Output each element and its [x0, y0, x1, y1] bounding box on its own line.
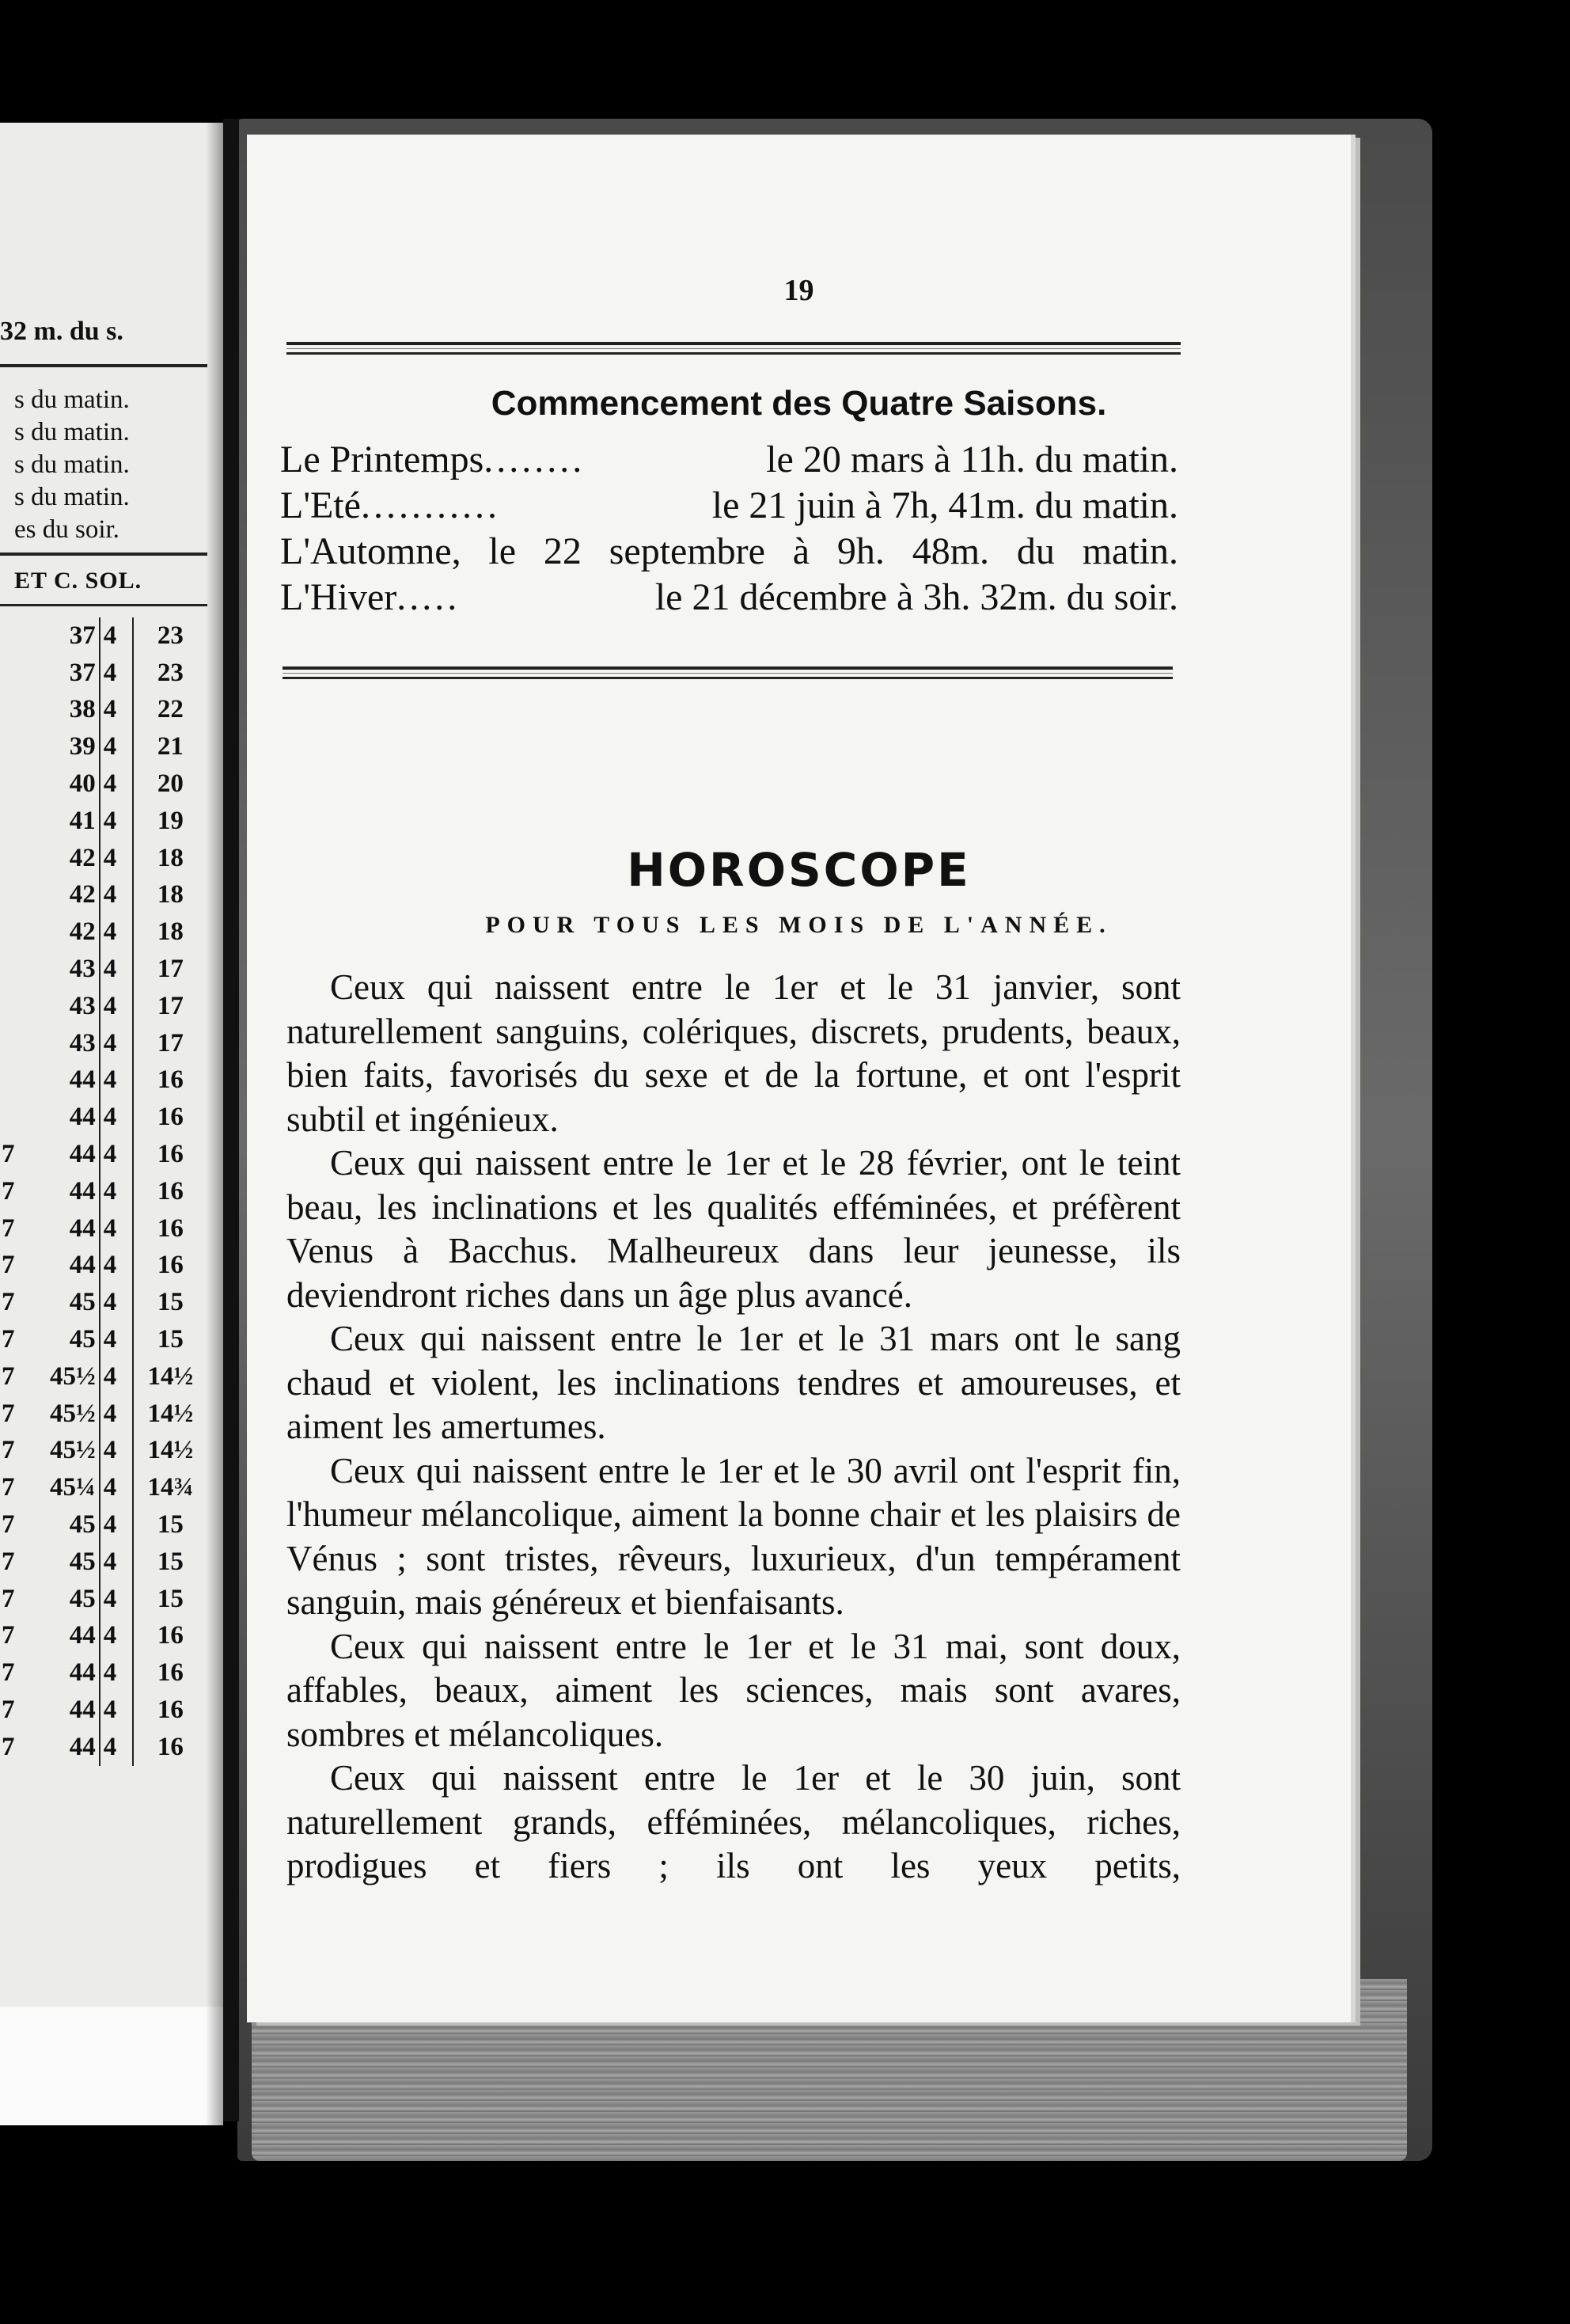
horoscope-body [286, 966, 1181, 1889]
table-row [0, 1618, 207, 1655]
table-cell: 4 [100, 1544, 133, 1581]
table-cell: 44 [32, 1062, 100, 1099]
table-cell: 45 [32, 1581, 100, 1618]
table-cell: 4 [100, 1247, 133, 1285]
table-row [0, 617, 207, 655]
table-cell: 16 [157, 1065, 184, 1095]
horoscope-subtitle: POUR TOUS LES MOIS DE L'ANNÉE. [485, 912, 1113, 938]
gutter [223, 119, 239, 2121]
table-cell [0, 877, 32, 914]
table-cell: 45 [32, 1544, 100, 1581]
table-row [0, 1581, 207, 1618]
table-row [0, 1247, 207, 1285]
table-cell: 16 [157, 1658, 184, 1688]
table-cell: 4 [100, 1136, 133, 1173]
paragraph-february: Ceux qui naissent entre le 1er et le 28 février, ont le teint beau, les inclinations et les qualités efféminées, et préfèrent Venus à Bacchus. Malheureux dans leur jeunesse, ils deviendront riches dans un âge plus avancé. [286, 1143, 1181, 1315]
table-cell: 4 [100, 1321, 133, 1358]
paragraph-april: Ceux qui naissent entre le 1er et le 30 avril ont l'esprit fin, l'humeur mélancolique, aiment la bonne chair et les plaisirs de Vénus ; sont tristes, rêveurs, luxurieux, d'un tempérament sanguin, mais généreux et bienfaisants. [286, 1450, 1181, 1622]
table-cell: 21 [157, 732, 184, 761]
table-cell: 7 [2, 1213, 15, 1243]
paragraph-january: Ceux qui naissent entre le 1er et le 31 janvier, sont naturellement sanguins, colériques, discrets, prudents, beaux, bien faits, favorisés du sexe et de la fortune, et ont l'esprit subtil et ingénieux. [286, 967, 1181, 1139]
season-line-spring: Le Printemps ........ le 20 mars à 11h. du matin. [280, 439, 1178, 480]
table-cell: 23 [157, 658, 184, 687]
table-cell: 45 [32, 1506, 100, 1544]
table-row [0, 1062, 207, 1099]
table-cell: 7 [2, 1251, 15, 1280]
sun-line: s du matin. [14, 483, 130, 511]
table-cell: 16 [157, 1251, 184, 1280]
table-cell: 37 [32, 655, 100, 692]
table-cell: 16 [157, 1176, 184, 1206]
table-cell: 44 [32, 1099, 100, 1136]
table-cell: 7 [2, 1621, 15, 1650]
table-cell: 16 [157, 1103, 184, 1132]
table-row [0, 1358, 207, 1396]
table-cell: 4 [100, 1025, 133, 1062]
table-row [0, 913, 207, 951]
table-cell: 4 [100, 988, 133, 1025]
table-cell: 23 [157, 621, 184, 650]
table-cell: 4 [100, 1506, 133, 1544]
paragraph-may: Ceux qui naissent entre le 1er et le 31 mai, sont doux, affables, beaux, aiment les sciences, mais sont avares, sombres et mélancoliques. [286, 1626, 1181, 1754]
table-cell: 43 [32, 1025, 100, 1062]
table-cell [0, 728, 32, 765]
left-rule [0, 604, 207, 606]
table-cell: 14½ [147, 1361, 194, 1391]
table-row [0, 1284, 207, 1321]
table-cell: 4 [100, 1284, 133, 1321]
table-cell: 7 [2, 1547, 15, 1576]
table-cell: 4 [100, 840, 133, 877]
table-cell [0, 655, 32, 692]
table-cell: 17 [157, 991, 184, 1020]
table-cell: 45½ [32, 1396, 100, 1433]
table-cell: 16 [157, 1732, 184, 1761]
page-number: 19 [783, 274, 814, 307]
table-cell [0, 1025, 32, 1062]
table-cell: 44 [32, 1247, 100, 1285]
table-cell: 17 [157, 955, 184, 984]
table-cell: 15 [157, 1547, 184, 1576]
sun-line: s du matin. [14, 450, 130, 479]
table-row [0, 1025, 207, 1062]
table-row [0, 765, 207, 803]
season-line-winter: L'Hiver ..... le 21 décembre à 3h. 32m. du soir. [280, 576, 1178, 618]
table-cell: 4 [100, 1173, 133, 1210]
table-cell: 42 [32, 840, 100, 877]
table-cell: 7 [2, 1325, 15, 1354]
table-cell [0, 765, 32, 803]
table-cell [0, 913, 32, 951]
table-cell: 4 [100, 1469, 133, 1506]
table-cell [0, 1099, 32, 1136]
table-cell: 45 [32, 1321, 100, 1358]
table-cell: 16 [157, 1696, 184, 1724]
table-cell: 4 [100, 1396, 133, 1433]
table-cell: 4 [100, 1729, 133, 1766]
table-row [0, 1210, 207, 1247]
table-cell: 4 [100, 803, 133, 840]
middle-double-rule [283, 666, 1173, 679]
table-cell: 17 [157, 1028, 184, 1058]
table-cell: 44 [32, 1136, 100, 1173]
table-cell: 14½ [147, 1436, 194, 1465]
table-cell: 42 [32, 877, 100, 914]
table-row [0, 988, 207, 1025]
right-page [247, 135, 1351, 2022]
seasons-list [280, 437, 1178, 621]
left-data-table [0, 617, 207, 1766]
table-row [0, 1173, 207, 1210]
season-line-summer: L'Eté ........... le 21 juin à 7h, 41m. du matin. [280, 484, 1178, 526]
table-cell: 18 [157, 880, 184, 909]
table-cell: 14½ [147, 1399, 194, 1428]
table-cell: 7 [2, 1510, 15, 1540]
table-cell: 4 [100, 913, 133, 951]
seasons-title: Commencement des Quatre Saisons. [491, 384, 1107, 423]
sun-line: s du matin. [14, 385, 130, 414]
table-cell [0, 692, 32, 729]
table-cell: 44 [32, 1210, 100, 1247]
left-rule [0, 553, 207, 556]
table-cell: 4 [100, 1692, 133, 1729]
table-cell: 7 [2, 1361, 15, 1391]
table-cell: 15 [157, 1510, 184, 1540]
table-cell: 16 [157, 1140, 184, 1169]
table-cell: 7 [2, 1473, 15, 1502]
table-cell [0, 840, 32, 877]
table-cell: 7 [2, 1696, 15, 1724]
paragraph-march: Ceux qui naissent entre le 1er et le 31 mars ont le sang chaud et violent, les inclinations tendres et amoureuses, et aiment les amertumes. [286, 1319, 1181, 1446]
table-cell: 7 [2, 1176, 15, 1206]
table-cell: 7 [2, 1732, 15, 1761]
table-cell: 4 [100, 655, 133, 692]
table-cell [0, 803, 32, 840]
table-cell: 44 [32, 1618, 100, 1655]
table-cell [0, 1062, 32, 1099]
table-row [0, 803, 207, 840]
table-cell: 44 [32, 1173, 100, 1210]
table-cell: 4 [100, 692, 133, 729]
table-cell: 4 [100, 1062, 133, 1099]
table-cell: 45¼ [32, 1469, 100, 1506]
table-cell: 4 [100, 877, 133, 914]
table-cell: 40 [32, 765, 100, 803]
table-cell: 14¾ [147, 1473, 194, 1502]
left-page-fragment [0, 123, 223, 2125]
table-cell [0, 617, 32, 655]
table-cell: 37 [32, 617, 100, 655]
table-cell: 4 [100, 1654, 133, 1692]
sun-line: es du soir. [14, 515, 119, 544]
table-cell: 41 [32, 803, 100, 840]
table-cell: 15 [157, 1325, 184, 1354]
table-cell: 4 [100, 951, 133, 988]
table-cell: 4 [100, 728, 133, 765]
left-column-header: ET C. SOL. [14, 568, 142, 594]
left-page-bottom [0, 2007, 223, 2125]
table-cell: 18 [157, 917, 184, 947]
table-cell: 4 [100, 1581, 133, 1618]
table-cell: 44 [32, 1729, 100, 1766]
table-cell: 43 [32, 951, 100, 988]
horoscope-title: HOROSCOPE [627, 843, 971, 897]
table-row [0, 840, 207, 877]
table-cell: 38 [32, 692, 100, 729]
table-row [0, 1729, 207, 1766]
table-row [0, 728, 207, 765]
table-row [0, 1396, 207, 1433]
table-cell: 44 [32, 1692, 100, 1729]
table-cell: 7 [2, 1140, 15, 1169]
table-cell: 42 [32, 913, 100, 951]
sun-line: s du matin. [14, 418, 130, 446]
table-cell: 20 [157, 769, 184, 799]
table-cell: 4 [100, 1618, 133, 1655]
table-cell: 4 [100, 617, 133, 655]
table-row [0, 655, 207, 692]
table-cell: 19 [157, 806, 184, 835]
table-row [0, 1433, 207, 1470]
table-cell: 15 [157, 1584, 184, 1613]
table-cell: 7 [2, 1436, 15, 1465]
table-cell [0, 988, 32, 1025]
table-cell: 4 [100, 1433, 133, 1470]
table-cell: 7 [2, 1584, 15, 1613]
table-cell: 45 [32, 1284, 100, 1321]
table-cell: 4 [100, 1358, 133, 1396]
table-row [0, 1469, 207, 1506]
table-cell: 45½ [32, 1358, 100, 1396]
table-row [0, 1544, 207, 1581]
table-cell: 45½ [32, 1433, 100, 1470]
table-row [0, 1099, 207, 1136]
left-page-header: 32 m. du s. [0, 317, 123, 346]
table-row [0, 692, 207, 729]
table-cell: 44 [32, 1654, 100, 1692]
table-row [0, 877, 207, 914]
table-cell: 4 [100, 1099, 133, 1136]
table-row [0, 1321, 207, 1358]
left-rule [0, 364, 207, 367]
table-row [0, 1136, 207, 1173]
top-double-rule [286, 342, 1181, 355]
table-row [0, 1692, 207, 1729]
table-cell: 7 [2, 1288, 15, 1317]
season-line-autumn: L'Automne, le 22 septembre à 9h. 48m. du matin. [280, 530, 1178, 572]
table-cell: 7 [2, 1399, 15, 1428]
table-row [0, 1654, 207, 1692]
table-cell: 16 [157, 1213, 184, 1243]
paragraph-june: Ceux qui naissent entre le 1er et le 30 juin, sont naturellement grands, efféminées, mélancoliques, riches, prodigues et fiers ; ils ont les yeux petits, [286, 1758, 1181, 1885]
table-cell: 4 [100, 765, 133, 803]
table-row [0, 1506, 207, 1544]
table-cell: 18 [157, 843, 184, 872]
table-cell: 15 [157, 1288, 184, 1317]
table-cell: 22 [157, 695, 184, 724]
table-cell: 4 [100, 1210, 133, 1247]
left-sun-lines [14, 384, 130, 546]
table-cell: 39 [32, 728, 100, 765]
table-cell: 16 [157, 1621, 184, 1650]
table-cell: 43 [32, 988, 100, 1025]
table-cell [0, 951, 32, 988]
table-cell: 7 [2, 1658, 15, 1688]
table-row [0, 951, 207, 988]
